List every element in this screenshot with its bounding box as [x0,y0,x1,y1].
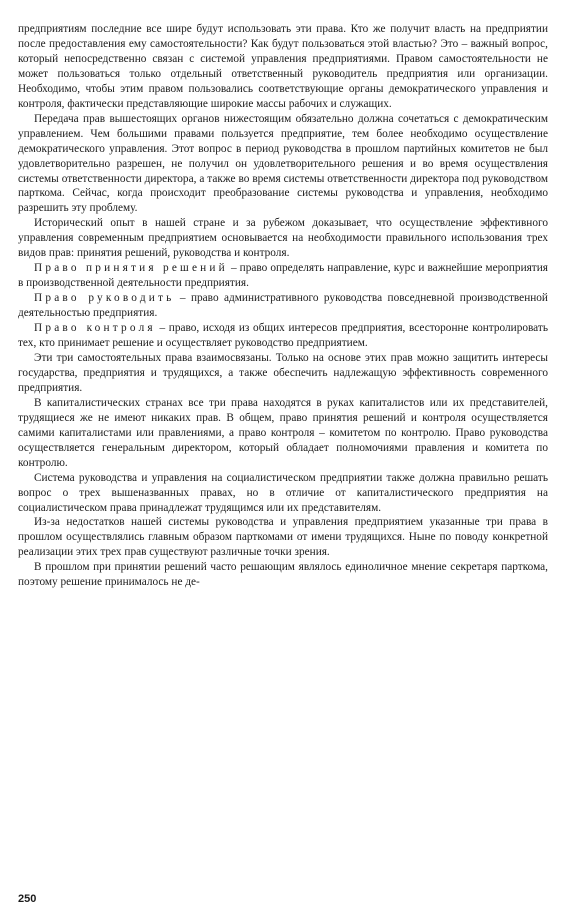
definition-term: Право руководить [34,292,175,305]
paragraph-text: Эти три самостоятельных права взаимосвязаны. Только на основе этих прав можно защитить интересы государства, предприятия и трудящихся, а также обеспечить надлежащую эффективность современного предприятия. [18,351,548,394]
paragraph-text: Исторический опыт в нашей стране и за рубежом доказывает, что осуществление эффективного управления современным предприятием основывается на необходимости правильного использования трех видов прав: принятия решений, руководства и контроля. [18,217,548,260]
paragraph-6-definition [18,321,548,351]
paragraph-4-definition [18,261,548,291]
definition-term: Право контроля [34,322,156,335]
paragraph-8 [18,396,548,471]
paragraph-3 [18,216,548,261]
paragraph-text: Система руководства и управления на социалистическом предприятии также должна правильно решать вопрос о трех вышеназванных правах, но в отличие от капиталистического предприятия на социалистическом права принадлежат трудящимся или их представителям. [18,471,548,514]
page-number: 250 [18,893,37,905]
paragraph-10 [18,515,548,560]
paragraph-2 [18,112,548,217]
definition-text: – право определять направление, курс и важнейшие мероприятия в производственной деятельности предприятия. [18,262,548,290]
paragraph-text: Из-за недостатков нашей системы руководства и управления предприятием указанные три права в прошлом осуществлялись главным образом парткомами от имени трудящихся. Ныне по поводу конкретной реализации этих трех прав существуют различные точки зрения. [18,516,548,559]
document-page [18,22,548,590]
paragraph-text: В капиталистических странах все три права находятся в руках капиталистов или их представителей, трудящиеся же не имеют никаких прав. В общем, право принятия решений и контроля осуществляется самими капиталистами или правлениями, а право контроля – комитетом по контролю. Право руководства осуществляется генеральным директором, который обладает полномочиями правления и комитета по контролю. [18,396,548,469]
definition-term: Право принятия решений [34,262,228,275]
paragraph-5-definition [18,291,548,321]
paragraph-9 [18,471,548,516]
paragraph-text: Передача прав вышестоящих органов нижестоящим обязательно должна сочетаться с демократическим управлением. Чем большими правами пользуется предприятие, тем более необходимо осуществление демократического управления. Этот вопрос в период руководства в прошлом партийных комитетов не был удовлетворительно разрешен, не получил он удовлетворительного решения и во время осуществления системы ответственности директора, а также во время системы ответственности директора под руководством парткома. Сейчас, когда происходит преобразование системы руководства и управления, необходимо разрешить эту проблему. [18,112,548,215]
paragraph-11 [18,560,548,590]
definition-text: – право, исходя из общих интересов предприятия, всесторонне контролировать тех, кто принимает решение и осуществляет руководство предприятием. [18,322,548,350]
paragraph-1 [18,22,548,112]
paragraph-text: В прошлом при принятии решений часто решающим являлось единоличное мнение секретаря парткома, поэтому решение принималось не де- [18,561,548,589]
paragraph-7 [18,351,548,396]
paragraph-text: предприятиям последние все шире будут использовать эти права. Кто же получит власть на предприятии после предоставления ему самостоятельности? Как будут пользоваться этой властью? Это – важный вопрос, который непосредственно связан с системой управления предприятиями. Правом самостоятельности не может пользоваться только отдельный ответственный руководитель предприятия или организации. Необходимо, чтобы этим правом пользовались соответствующие органы демократического управления и контроля, фактически представляющие широкие массы рабочих и служащих. [18,23,548,110]
definition-text: – право административного руководства повседневной производственной деятельностью предприятия. [18,292,548,320]
